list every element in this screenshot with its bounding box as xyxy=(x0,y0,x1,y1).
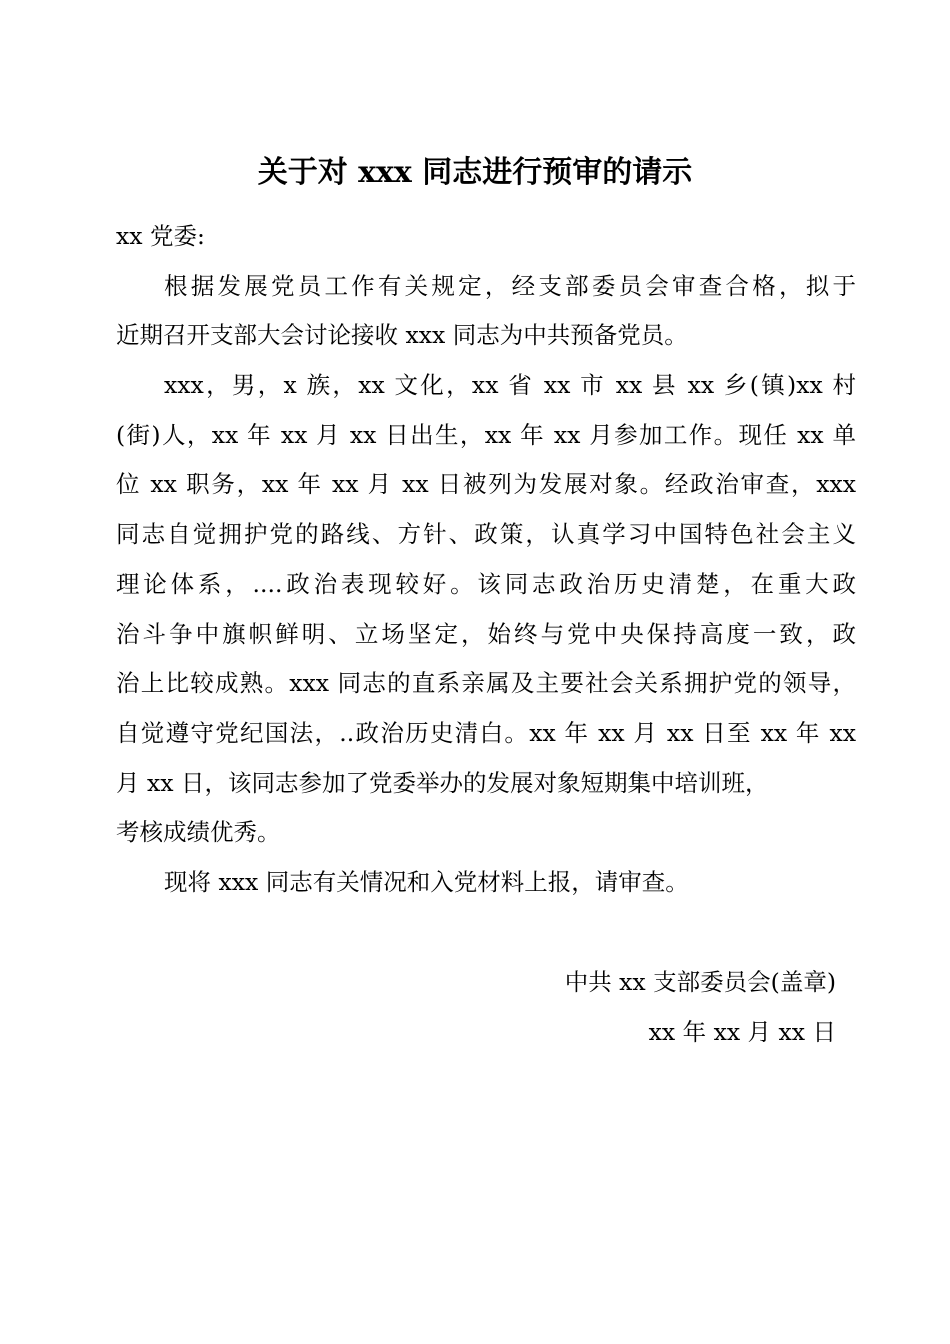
paragraph-2-line-7: 治上比较成熟。xxx 同志的直系亲属及主要社会关系拥护党的领导， xyxy=(116,669,856,698)
document-title: 关于对 xxx 同志进行预审的请示 xyxy=(257,155,693,190)
paragraph-3: 现将 xxx 同志有关情况和入党材料上报，请审查。 xyxy=(164,867,689,896)
paragraph-2-line-3: 位 xx 职务，xx 年 xx 月 xx 日被列为发展对象。经政治审查，xxx xyxy=(116,470,856,499)
paragraph-2-line-10: 考核成绩优秀。 xyxy=(116,818,281,847)
salutation: xx 党委: xyxy=(116,222,205,250)
paragraph-1-line-2: 近期召开支部大会讨论接收 xxx 同志为中共预备党员。 xyxy=(116,321,688,350)
signature-block xyxy=(436,958,836,1057)
paragraph-2-line-8: 自觉遵守党纪国法，..政治历史清白。xx 年 xx 月 xx 日至 xx 年 xx xyxy=(116,718,856,747)
paragraph-2-line-2: (街)人，xx 年 xx 月 xx 日出生，xx 年 xx 月参加工作。现任 xx 单 xyxy=(116,420,856,449)
paragraph-2-line-5: 理论体系，....政治表现较好。该同志政治历史清楚，在重大政 xyxy=(116,569,856,598)
document-body xyxy=(116,212,856,908)
paragraph-2-line-9: 月 xx 日，该同志参加了党委举办的发展对象短期集中培训班， xyxy=(116,768,769,797)
paragraph-2-line-4: 同志自觉拥护党的路线、方针、政策，认真学习中国特色社会主义 xyxy=(116,520,856,549)
signature-date: xx 年 xx 月 xx 日 xyxy=(648,1017,836,1046)
paragraph-2-line-6: 治斗争中旗帜鲜明、立场坚定，始终与党中央保持高度一致，政 xyxy=(116,619,856,648)
signature-organization: 中共 xx 支部委员会(盖章) xyxy=(564,968,836,996)
paragraph-1-line-1: 根据发展党员工作有关规定，经支部委员会审查合格，拟于 xyxy=(164,271,856,300)
paragraph-2-line-1: xxx，男，x 族，xx 文化，xx 省 xx 市 xx 县 xx 乡(镇)xx 村 xyxy=(164,371,856,400)
